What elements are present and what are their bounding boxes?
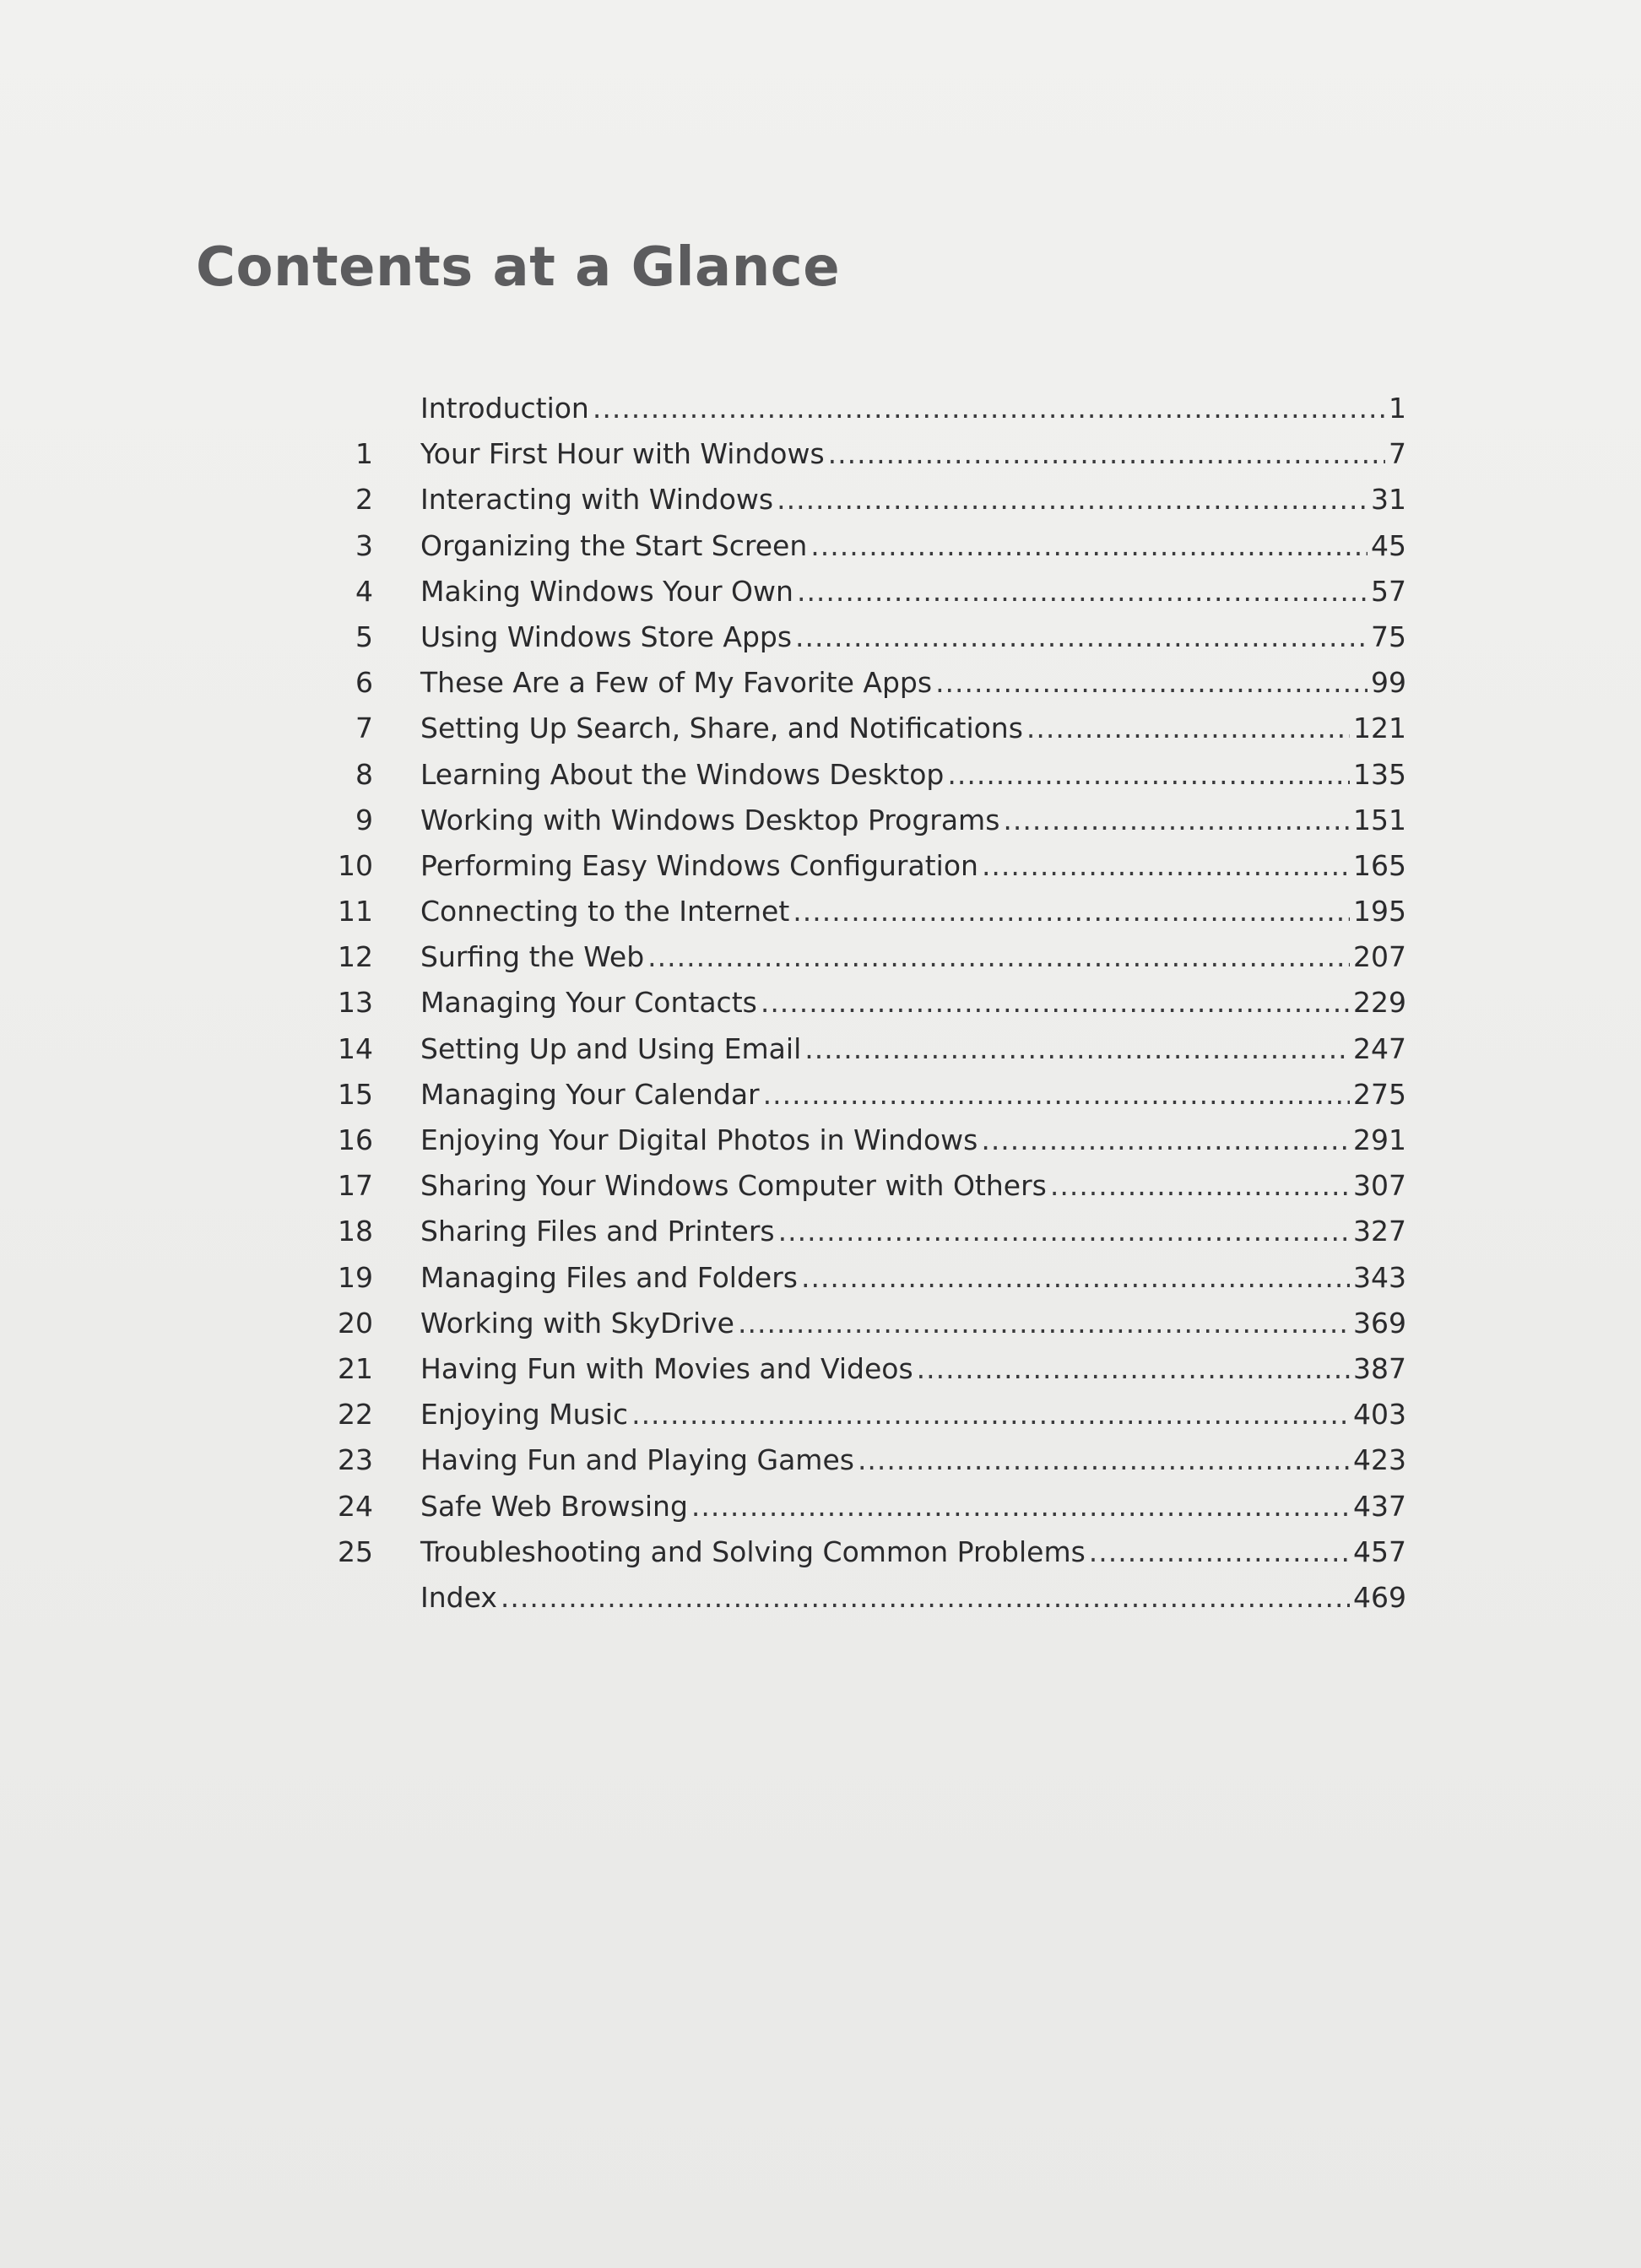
chapter-title: Working with Windows Desktop Programs bbox=[420, 803, 1000, 836]
toc-entry bbox=[304, 712, 1406, 757]
dot-leader bbox=[947, 758, 1350, 791]
chapter-number: 23 bbox=[338, 1443, 373, 1477]
chapter-number: 8 bbox=[355, 757, 373, 791]
chapter-number: 22 bbox=[338, 1398, 373, 1432]
page-number: 75 bbox=[1371, 620, 1406, 653]
dot-leader bbox=[763, 1078, 1350, 1111]
chapter-number: 19 bbox=[338, 1260, 373, 1294]
chapter-number: 7 bbox=[355, 712, 373, 745]
toc-entry bbox=[304, 620, 1406, 666]
chapter-title: Having Fun and Playing Games bbox=[420, 1443, 854, 1477]
page-number: 229 bbox=[1353, 986, 1406, 1020]
toc-entry bbox=[304, 1032, 1406, 1078]
chapter-title: Surfing the Web bbox=[420, 940, 645, 974]
toc-entry bbox=[304, 483, 1406, 528]
toc-entry bbox=[304, 758, 1406, 804]
toc-entry bbox=[304, 804, 1406, 849]
dot-leader bbox=[828, 437, 1385, 470]
dot-leader bbox=[501, 1581, 1350, 1614]
chapter-title: Enjoying Music bbox=[420, 1398, 629, 1432]
page-number: 7 bbox=[1389, 437, 1406, 471]
dot-leader bbox=[858, 1443, 1350, 1476]
chapter-title: Making Windows Your Own bbox=[420, 574, 793, 608]
chapter-number: 11 bbox=[338, 895, 373, 928]
toc-entry bbox=[304, 986, 1406, 1031]
chapter-title: Managing Files and Folders bbox=[420, 1260, 798, 1294]
chapter-number: 24 bbox=[338, 1489, 373, 1523]
toc-entry bbox=[304, 940, 1406, 986]
chapter-number: 13 bbox=[338, 986, 373, 1020]
page-number: 135 bbox=[1353, 757, 1406, 791]
chapter-title: Introduction bbox=[420, 392, 589, 425]
toc-entry bbox=[304, 1078, 1406, 1123]
dot-leader bbox=[801, 1261, 1350, 1294]
page-number: 45 bbox=[1371, 528, 1406, 562]
chapter-number: 3 bbox=[355, 528, 373, 562]
chapter-title: Troubleshooting and Solving Common Problems bbox=[420, 1535, 1086, 1568]
toc-entry bbox=[304, 1398, 1406, 1443]
toc-entry bbox=[304, 895, 1406, 940]
dot-leader bbox=[738, 1307, 1350, 1340]
chapter-title: Setting Up Search, Share, and Notifications bbox=[420, 712, 1023, 745]
chapter-number: 6 bbox=[355, 666, 373, 700]
chapter-title: Managing Your Contacts bbox=[420, 986, 757, 1020]
dot-leader bbox=[1003, 804, 1350, 836]
page-number: 327 bbox=[1353, 1215, 1406, 1248]
chapter-number: 10 bbox=[338, 848, 373, 882]
toc-entry bbox=[304, 1490, 1406, 1535]
page-number: 437 bbox=[1353, 1489, 1406, 1523]
chapter-title: Setting Up and Using Email bbox=[420, 1031, 802, 1065]
dot-leader bbox=[981, 1123, 1350, 1156]
chapter-number: 15 bbox=[338, 1077, 373, 1111]
toc-entry bbox=[304, 1352, 1406, 1398]
toc-entry bbox=[304, 529, 1406, 575]
chapter-title: Working with SkyDrive bbox=[420, 1306, 734, 1340]
chapter-number: 17 bbox=[338, 1169, 373, 1203]
toc-entry bbox=[304, 1581, 1406, 1627]
page-number: 291 bbox=[1353, 1123, 1406, 1156]
page-number: 247 bbox=[1353, 1031, 1406, 1065]
chapter-title: Connecting to the Internet bbox=[420, 895, 790, 928]
dot-leader bbox=[1050, 1169, 1350, 1202]
chapter-number: 2 bbox=[355, 483, 373, 517]
dot-leader bbox=[777, 483, 1368, 516]
page-number: 207 bbox=[1353, 940, 1406, 974]
dot-leader bbox=[804, 1032, 1350, 1065]
toc-entry bbox=[304, 1443, 1406, 1489]
chapter-number: 9 bbox=[355, 803, 373, 836]
chapter-title: Having Fun with Movies and Videos bbox=[420, 1351, 913, 1385]
page-number: 343 bbox=[1353, 1260, 1406, 1294]
chapter-number: 4 bbox=[355, 574, 373, 608]
chapter-title: Performing Easy Windows Configuration bbox=[420, 848, 978, 882]
page-number: 99 bbox=[1371, 666, 1406, 700]
chapter-number: 14 bbox=[338, 1031, 373, 1065]
dot-leader bbox=[795, 620, 1368, 653]
dot-leader bbox=[982, 849, 1350, 882]
dot-leader bbox=[631, 1398, 1350, 1431]
chapter-number: 1 bbox=[355, 437, 373, 471]
dot-leader bbox=[793, 895, 1350, 928]
toc-entry bbox=[304, 1123, 1406, 1169]
chapter-title: These Are a Few of My Favorite Apps bbox=[420, 666, 933, 700]
chapter-number: 25 bbox=[338, 1535, 373, 1568]
toc-entry bbox=[304, 666, 1406, 712]
chapter-title: Your First Hour with Windows bbox=[420, 437, 825, 471]
chapter-title: Index bbox=[420, 1580, 497, 1614]
dot-leader bbox=[761, 986, 1350, 1019]
page-number: 387 bbox=[1353, 1351, 1406, 1385]
toc-entry bbox=[304, 1169, 1406, 1215]
dot-leader bbox=[778, 1215, 1350, 1248]
dot-leader bbox=[1026, 712, 1350, 744]
page-number: 469 bbox=[1353, 1580, 1406, 1614]
chapter-number: 18 bbox=[338, 1215, 373, 1248]
toc-entry bbox=[304, 1307, 1406, 1352]
dot-leader bbox=[1089, 1535, 1350, 1568]
chapter-title: Using Windows Store Apps bbox=[420, 620, 793, 653]
page-number: 369 bbox=[1353, 1306, 1406, 1340]
dot-leader bbox=[691, 1490, 1350, 1523]
page-title: Contents at a Glance bbox=[196, 236, 841, 299]
dot-leader bbox=[810, 529, 1368, 562]
chapter-title: Interacting with Windows bbox=[420, 483, 774, 517]
page-number: 457 bbox=[1353, 1535, 1406, 1568]
chapter-number: 20 bbox=[338, 1306, 373, 1340]
toc-entry bbox=[304, 437, 1406, 483]
toc-entry bbox=[304, 392, 1406, 437]
page-number: 121 bbox=[1353, 712, 1406, 745]
chapter-number: 5 bbox=[355, 620, 373, 653]
dot-leader bbox=[647, 940, 1350, 973]
dot-leader bbox=[935, 666, 1368, 699]
page-number: 275 bbox=[1353, 1077, 1406, 1111]
page-number: 307 bbox=[1353, 1169, 1406, 1203]
toc-entry bbox=[304, 849, 1406, 895]
chapter-title: Organizing the Start Screen bbox=[420, 528, 808, 562]
page-number: 151 bbox=[1353, 803, 1406, 836]
chapter-number: 12 bbox=[338, 940, 373, 974]
page-number: 195 bbox=[1353, 895, 1406, 928]
page-number: 423 bbox=[1353, 1443, 1406, 1477]
toc-entry bbox=[304, 1261, 1406, 1307]
chapter-title: Learning About the Windows Desktop bbox=[420, 757, 945, 791]
chapter-title: Safe Web Browsing bbox=[420, 1489, 688, 1523]
chapter-title: Managing Your Calendar bbox=[420, 1077, 760, 1111]
toc-entry bbox=[304, 575, 1406, 620]
chapter-title: Sharing Files and Printers bbox=[420, 1215, 775, 1248]
chapter-title: Sharing Your Windows Computer with Others bbox=[420, 1169, 1047, 1203]
page-number: 403 bbox=[1353, 1398, 1406, 1432]
chapter-number: 16 bbox=[338, 1123, 373, 1156]
contents-list bbox=[304, 392, 1406, 1627]
page-number: 57 bbox=[1371, 574, 1406, 608]
chapter-number: 21 bbox=[338, 1351, 373, 1385]
dot-leader bbox=[797, 575, 1368, 608]
dot-leader bbox=[917, 1352, 1350, 1385]
chapter-title: Enjoying Your Digital Photos in Windows bbox=[420, 1123, 978, 1156]
toc-entry bbox=[304, 1215, 1406, 1260]
page-number: 165 bbox=[1353, 848, 1406, 882]
toc-entry bbox=[304, 1535, 1406, 1581]
dot-leader bbox=[593, 392, 1385, 425]
page-number: 31 bbox=[1371, 483, 1406, 517]
page-number: 1 bbox=[1389, 392, 1406, 425]
